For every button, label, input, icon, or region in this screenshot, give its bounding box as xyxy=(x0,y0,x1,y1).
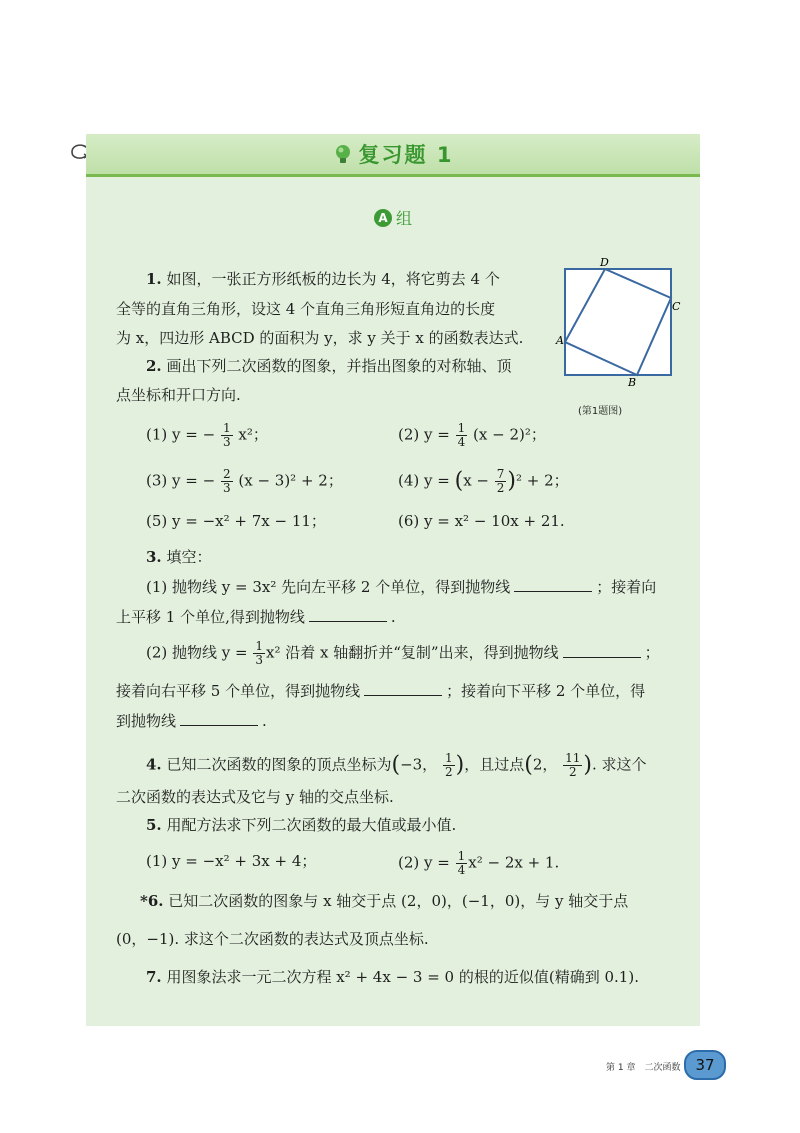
problem-number: 1. xyxy=(146,270,162,288)
numerator: 1 xyxy=(222,421,231,435)
vertex-label-d: D xyxy=(600,256,609,269)
problem-2-line-2: 点坐标和开口方向. xyxy=(116,386,241,404)
expr-text: x²； xyxy=(238,425,268,444)
page-number: 37 xyxy=(684,1050,726,1080)
title-bar xyxy=(86,134,700,177)
numerator: 2 xyxy=(222,467,231,481)
problem-6-line-2: (0，−1). 求这个二次函数的表达式及顶点坐标. xyxy=(116,930,429,948)
problem-text: 到抛物线 xyxy=(116,712,177,730)
problem-3-a-line-2 xyxy=(116,606,396,628)
problem-3-b-line-1 xyxy=(146,640,660,667)
group-badge: A xyxy=(374,209,392,227)
coord-text: 2， xyxy=(532,755,558,774)
problem-2-line-1 xyxy=(146,355,511,377)
problem-5-item-2 xyxy=(398,850,559,877)
denominator: 3 xyxy=(222,481,231,495)
page-title: 复习题 1 xyxy=(358,143,454,167)
problem-text: ； xyxy=(644,643,660,662)
lightbulb-icon xyxy=(333,143,353,165)
problem-2-item-5: (5) y = −x² + 7x − 11； xyxy=(146,512,326,530)
problem-number: 4. xyxy=(146,755,162,774)
problem-text: x² 沿着 x 轴翻折并“复制”出来，得到抛物线 xyxy=(266,643,559,662)
problem-text: 如图，一张正方形纸板的边长为 4，将它剪去 4 个 xyxy=(166,270,500,288)
paren: ( xyxy=(524,752,533,778)
problem-1-line-1 xyxy=(146,268,500,290)
expr-text: (2) y = xyxy=(398,853,450,872)
expr-text: (3) y = − xyxy=(146,471,216,490)
expr-text: (1) y = − xyxy=(146,425,216,444)
denominator: 3 xyxy=(255,653,264,667)
group-label: 组 xyxy=(395,209,412,228)
problem-2-item-4 xyxy=(398,468,569,495)
problem-number: 2. xyxy=(146,357,162,375)
problem-2-item-6: (6) y = x² − 10x + 21. xyxy=(398,512,565,530)
paren: ) xyxy=(583,752,593,778)
fraction xyxy=(495,468,507,495)
numerator: 11 xyxy=(565,751,581,765)
problem-text: . 求这个 xyxy=(592,755,647,774)
fraction xyxy=(221,422,233,449)
numerator: 1 xyxy=(255,639,264,653)
fraction xyxy=(456,850,468,877)
problem-text: (1) 抛物线 y = 3x² 先向左平移 2 个单位，得到抛物线 xyxy=(146,578,511,596)
problem-text: ；接着向 xyxy=(596,578,657,596)
denominator: 2 xyxy=(568,765,577,779)
problem-2-item-3 xyxy=(146,468,343,495)
problem-text: 画出下列二次函数的图象，并指出图象的对称轴、顶 xyxy=(166,357,512,375)
denominator: 4 xyxy=(457,863,466,877)
problem-2-item-1 xyxy=(146,422,268,449)
problem-3-b-line-2 xyxy=(116,680,645,702)
problem-1-line-3: 为 x，四边形 ABCD 的面积为 y，求 y 关于 x 的函数表达式. xyxy=(116,329,524,347)
problem-number: *6. xyxy=(140,892,164,910)
square-diagram xyxy=(556,256,681,389)
answer-blank xyxy=(514,577,592,592)
problem-text: ，且过点 xyxy=(464,755,525,774)
problem-2-item-2 xyxy=(398,422,546,449)
expr-text: x² − 2x + 1. xyxy=(468,853,560,872)
fraction xyxy=(221,468,233,495)
problem-text: 已知二次函数的图象的顶点坐标为 xyxy=(166,755,392,774)
answer-blank xyxy=(309,607,387,622)
problem-text: 填空： xyxy=(166,548,212,566)
expr-text: (4) y = xyxy=(398,471,450,490)
problem-7-line-1 xyxy=(146,966,639,988)
problem-text: (2) 抛物线 y = xyxy=(146,643,248,662)
fraction xyxy=(253,640,265,667)
problem-5-item-1: (1) y = −x² + 3x + 4； xyxy=(146,852,317,870)
denominator: 3 xyxy=(222,435,231,449)
problem-number: 3. xyxy=(146,548,162,566)
expr-text: x − xyxy=(463,471,489,490)
paren: ) xyxy=(455,752,465,778)
denominator: 2 xyxy=(444,765,453,779)
denominator: 2 xyxy=(496,481,505,495)
answer-blank xyxy=(563,643,641,658)
problem-4-line-1 xyxy=(146,752,647,779)
problem-6-line-1 xyxy=(140,890,628,912)
problem-3-b-line-3 xyxy=(116,710,267,732)
problem-1-line-2: 全等的直角三角形，设这 4 个直角三角形短直角边的长度 xyxy=(116,300,496,318)
numerator: 1 xyxy=(457,421,466,435)
answer-blank xyxy=(180,711,258,726)
chapter-label: 第 1 章 二次函数 xyxy=(606,1063,681,1073)
expr-text: (2) y = xyxy=(398,425,450,444)
vertex-label-c: C xyxy=(672,300,681,313)
denominator: 4 xyxy=(457,435,466,449)
paren: ( xyxy=(391,752,401,778)
numerator: 1 xyxy=(457,849,466,863)
problem-number: 5. xyxy=(146,816,162,834)
group-heading xyxy=(86,206,700,229)
problem-number: 7. xyxy=(146,968,162,986)
answer-blank xyxy=(364,681,442,696)
figure-caption: (第1题图) xyxy=(578,406,623,417)
fraction xyxy=(563,752,582,779)
numerator: 1 xyxy=(444,751,453,765)
numerator: 7 xyxy=(496,467,505,481)
vertex-label-a: A xyxy=(556,334,564,347)
problem-text: 用配方法求下列二次函数的最大值或最小值. xyxy=(166,816,457,834)
paren: ) xyxy=(507,468,517,494)
problem-5-intro xyxy=(146,814,456,836)
problem-text: . xyxy=(390,608,396,626)
fraction xyxy=(443,752,455,779)
coord-text: −3， xyxy=(400,755,438,774)
problem-3-a-line-1 xyxy=(146,576,656,598)
paren: ( xyxy=(454,468,464,494)
problem-text: 用图象法求一元二次方程 x² + 4x − 3 = 0 的根的近似值(精确到 0.1). xyxy=(166,968,639,986)
problem-text: . xyxy=(262,712,267,730)
problem-4-line-2: 二次函数的表达式及它与 y 轴的交点坐标. xyxy=(116,788,394,806)
vertex-label-b: B xyxy=(628,376,637,389)
expr-text: (x − 3)² + 2； xyxy=(238,471,343,490)
problem-text: ；接着向下平移 2 个单位，得 xyxy=(446,682,646,700)
fraction xyxy=(456,422,468,449)
expr-text: ² + 2； xyxy=(516,471,569,490)
problem-3-intro xyxy=(146,546,211,568)
problem-text: 上平移 1 个单位,得到抛物线 xyxy=(116,608,305,626)
problem-text: 已知二次函数的图象与 x 轴交于点 (2，0)，(−1，0)，与 y 轴交于点 xyxy=(168,892,629,910)
expr-text: (x − 2)²； xyxy=(473,425,546,444)
problem-text: 接着向右平移 5 个单位，得到抛物线 xyxy=(116,682,361,700)
